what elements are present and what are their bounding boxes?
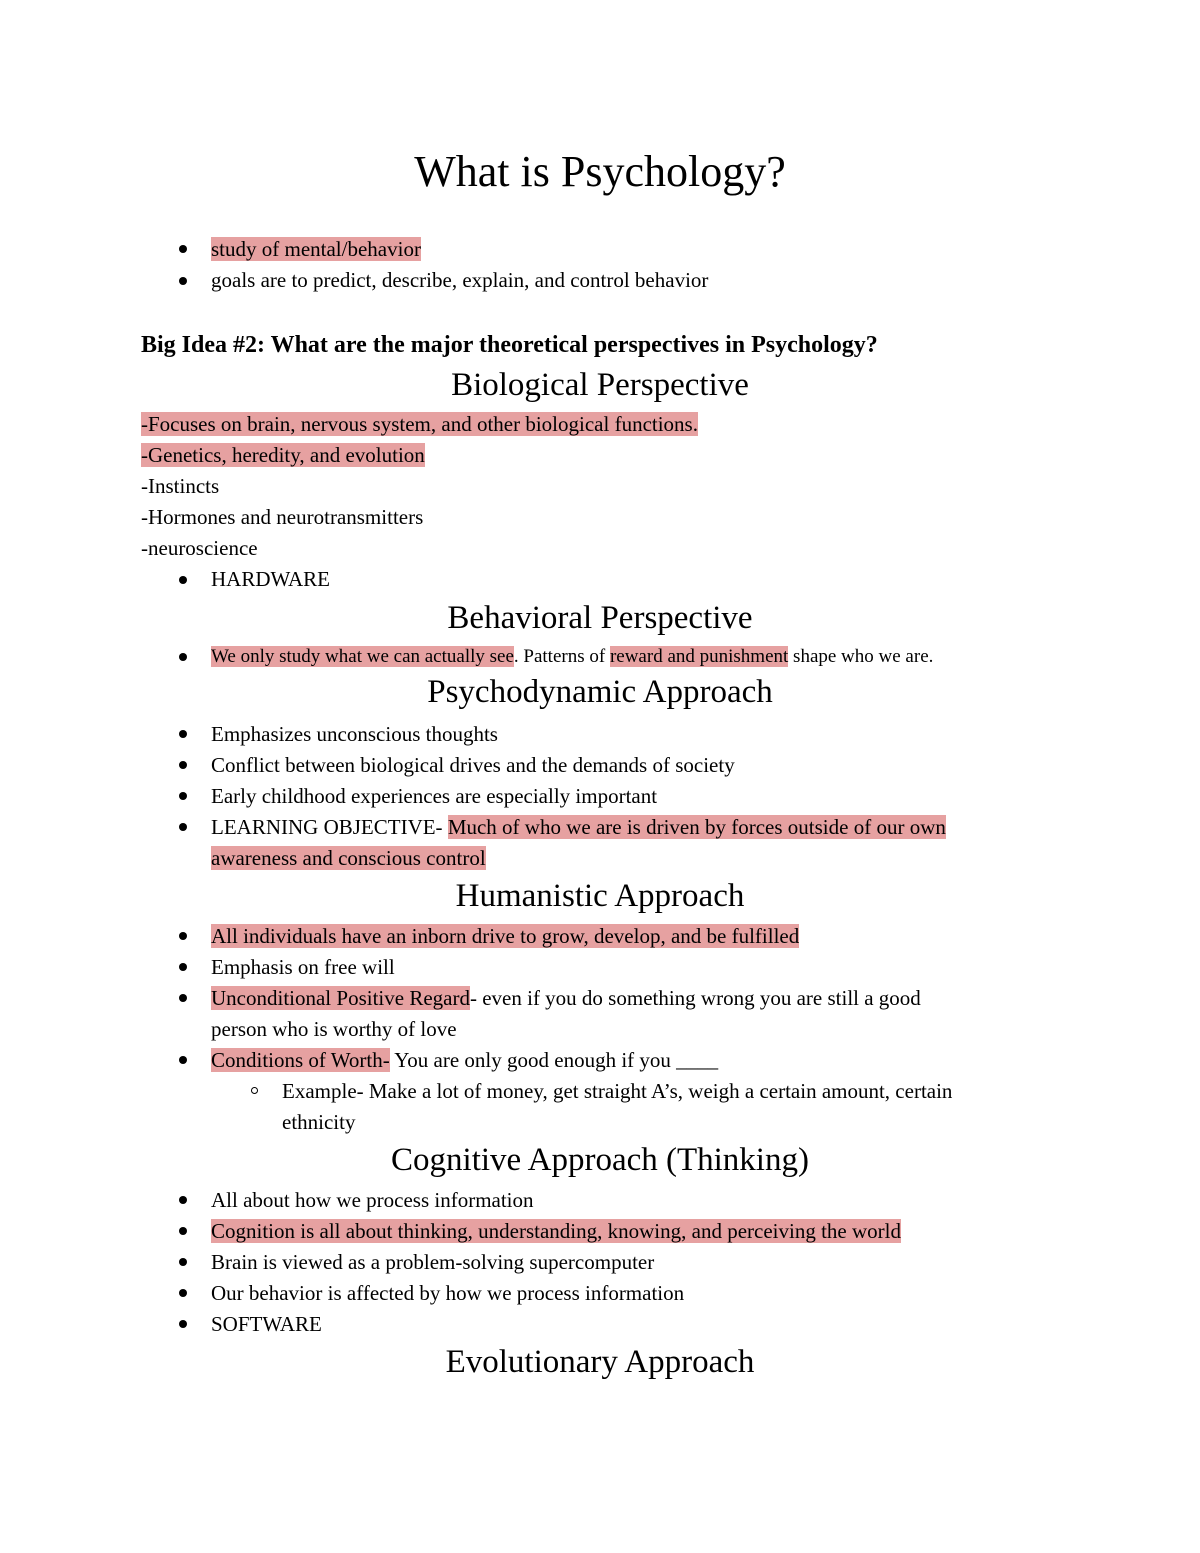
psychodynamic-bullet-1: Emphasizes unconscious thoughts — [211, 722, 498, 746]
biological-bullet: HARDWARE — [211, 567, 330, 591]
cognitive-bullet-2 — [211, 1217, 901, 1245]
bullet-icon — [179, 994, 187, 1002]
highlighted-text: Conditions of Worth- — [211, 1048, 390, 1072]
highlighted-text: Unconditional Positive Regard — [211, 986, 470, 1010]
bullet-icon — [179, 1320, 187, 1328]
bullet-icon — [179, 245, 187, 253]
humanistic-bullet-1 — [211, 922, 799, 950]
bullet-icon — [179, 963, 187, 971]
humanistic-bullet-3-cont: person who is worthy of love — [211, 1017, 457, 1041]
bullet-icon — [179, 1056, 187, 1064]
bullet-icon — [179, 932, 187, 940]
bullet-icon — [179, 730, 187, 738]
cognitive-bullet-5: SOFTWARE — [211, 1312, 322, 1336]
bullet-icon — [179, 277, 187, 285]
humanistic-heading: Humanistic Approach — [455, 878, 745, 914]
bullet-text: shape who we are. — [788, 646, 934, 667]
intro-bullet-2: goals are to predict, describe, explain, and control behavior — [211, 268, 709, 292]
humanistic-sub-bullet-cont: ethnicity — [282, 1110, 356, 1134]
sub-bullet-icon — [251, 1087, 258, 1094]
cognitive-bullet-1: All about how we process information — [211, 1188, 534, 1212]
psychodynamic-heading: Psychodynamic Approach — [427, 674, 773, 710]
highlighted-text: All individuals have an inborn drive to grow, develop, and be fulfilled — [211, 924, 800, 948]
bullet-icon — [179, 761, 187, 769]
bullet-icon — [179, 823, 187, 831]
psychodynamic-bullet-3: Early childhood experiences are especially important — [211, 784, 658, 808]
bullet-icon — [179, 576, 187, 584]
bullet-icon — [179, 1258, 187, 1266]
biological-line-2 — [141, 441, 425, 469]
cognitive-bullet-4: Our behavior is affected by how we process information — [211, 1281, 685, 1305]
cognitive-heading: Cognitive Approach (Thinking) — [391, 1142, 809, 1178]
bullet-icon — [179, 792, 187, 800]
bullet-icon — [179, 1227, 187, 1235]
big-idea-heading: Big Idea #2: What are the major theoretical perspectives in Psychology? — [141, 332, 878, 358]
highlighted-text: Cognition is all about thinking, understanding, knowing, and perceiving the world — [211, 1219, 901, 1243]
humanistic-sub-bullet: Example- Make a lot of money, get straight A’s, weigh a certain amount, certain — [282, 1079, 953, 1103]
biological-line-1 — [141, 410, 698, 438]
page-title: What is Psychology? — [414, 147, 786, 196]
highlighted-text: -Focuses on brain, nervous system, and other biological functions. — [141, 412, 698, 436]
psychodynamic-bullet-2: Conflict between biological drives and the demands of society — [211, 753, 735, 777]
behavioral-heading: Behavioral Perspective — [447, 600, 753, 636]
highlighted-text: awareness and conscious control — [211, 846, 486, 870]
learning-objective — [211, 813, 946, 841]
bullet-text: - even if you do something wrong you are still a good — [469, 986, 921, 1010]
bullet-icon — [179, 1196, 187, 1204]
learning-objective-cont — [211, 844, 486, 872]
bullet-icon — [179, 1289, 187, 1297]
highlighted-text: -Genetics, heredity, and evolution — [141, 443, 425, 467]
behavioral-bullet — [211, 643, 933, 671]
cognitive-bullet-3: Brain is viewed as a problem-solving supercomputer — [211, 1250, 655, 1274]
highlighted-text: Much of who we are is driven by forces outside of our own — [447, 815, 946, 839]
bullet-text: You are only good enough if you ____ — [389, 1048, 719, 1072]
highlighted-text: reward and punishment — [609, 646, 789, 667]
biological-line-5: -neuroscience — [141, 536, 258, 560]
humanistic-bullet-2: Emphasis on free will — [211, 955, 395, 979]
humanistic-bullet-3 — [211, 984, 921, 1012]
biological-line-4: -Hormones and neurotransmitters — [141, 505, 424, 529]
bullet-text: . Patterns of — [513, 646, 610, 667]
highlighted-text: We only study what we can actually see — [211, 646, 514, 667]
intro-bullet-1 — [211, 235, 421, 263]
biological-heading: Biological Perspective — [451, 367, 749, 403]
bullet-icon — [179, 653, 187, 661]
humanistic-bullet-4 — [211, 1046, 718, 1074]
biological-line-3: -Instincts — [141, 474, 220, 498]
objective-label: LEARNING OBJECTIVE- — [211, 815, 448, 839]
evolutionary-heading: Evolutionary Approach — [445, 1344, 755, 1380]
highlighted-text: study of mental/behavior — [211, 237, 421, 261]
